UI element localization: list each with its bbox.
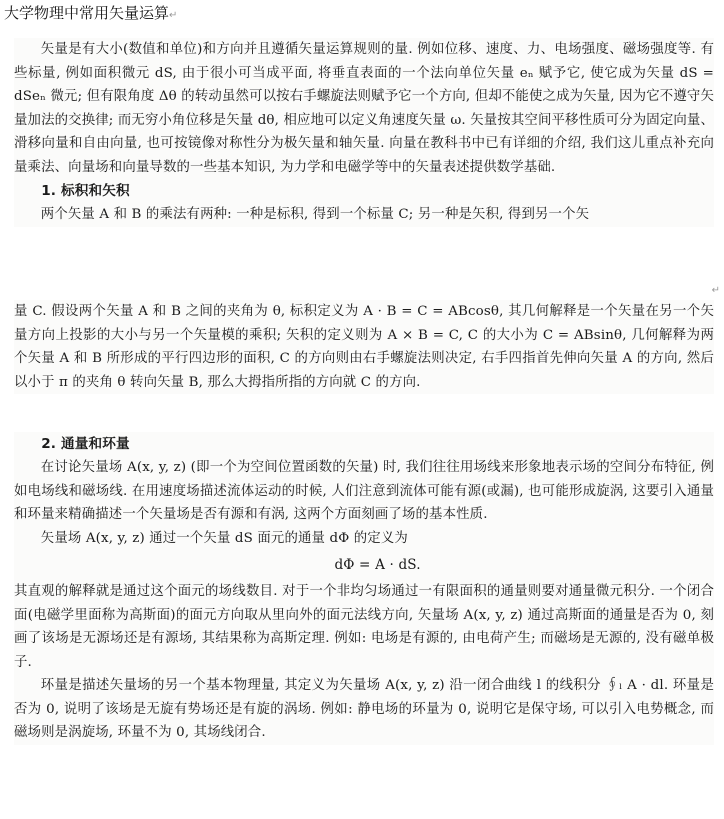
section2-paragraph-1: 在讨论矢量场 A(x, y, z) (即一个为空间位置函数的矢量) 时, 我们往往用场线来形象地表示场的空间分布特征, 例如电场线和磁场线. 在用速度场描述流体运动的时候, 人们注意到流体可能有源(或漏), 也可能形成旋涡, 这要引入通量和环量来精确描述一个矢量场是否有源和有涡, 这两个方面刻画了场的基本性质. bbox=[14, 460, 714, 522]
section2-block bbox=[14, 432, 714, 745]
intro-paragraph: 矢量是有大小(数值和单位)和方向并且遵循矢量运算规则的量. 例如位移、速度、力、电场强度、磁场强度等. 有些标量, 例如面积微元 dS, 由于很小可当成平面, 将垂直表面的一个法向单位矢量 eₙ 赋予它, 使它成为矢量 dS = dSeₙ 微元; 但有限角度 Δθ 的转动虽然可以按右手螺旋法则赋予它一个方向, 但却不能使之成为矢量, 因为它不遵守矢量加法的交换律; 而无穷小角位移是矢量 dθ, 相应地可以定义角速度矢量 ω. 矢量按其空间平移性质可分为固定向量、滑移向量和自由向量, 也可按镜像对称性分为极矢量和轴矢量. 向量在教科书中已有详细的介绍, 我们这儿重点补充向量乘法、向量场和向量导数的一些基本知识, 为力学和电磁学等中的矢量表述提供数学基础. bbox=[14, 42, 714, 175]
document-title bbox=[4, 4, 177, 25]
section1-heading: 1. 标积和矢积 bbox=[41, 183, 130, 199]
section2-heading: 2. 通量和环量 bbox=[41, 436, 130, 452]
section2-paragraph-4: 环量是描述矢量场的另一个基本物理量, 其定义为矢量场 A(x, y, z) 沿一闭合曲线 l 的线积分 ∮ₗ A · dl. 环量是否为 0, 说明了该场是无旋有势场还是有旋的涡场. 例如: 静电场的环量为 0, 说明它是保守场, 可以引入电势概念, 而磁场则是涡旋场, 环量不为 0, 其场线闭合. bbox=[14, 678, 715, 740]
section2-paragraph-2: 矢量场 A(x, y, z) 通过一个矢量 dS 面元的通量 dΦ 的定义为 bbox=[40, 530, 408, 546]
intro-block bbox=[14, 38, 714, 227]
section1-paragraph-1: 两个矢量 A 和 B 的乘法有两种: 一种是标积, 得到一个标量 C; 另一种是矢积, 得到另一个矢 bbox=[40, 207, 590, 222]
flux-formula: dΦ = A · dS. bbox=[334, 557, 421, 573]
section1-block bbox=[14, 300, 714, 394]
line-break-mark: ↵ bbox=[711, 285, 720, 296]
section1-paragraph-2: 量 C. 假设两个矢量 A 和 B 之间的夹角为 θ, 标积定义为 A · B = C = ABcosθ, 其几何解释是一个矢量在另一个矢量方向上投影的大小与另一个矢量模的乘积; 矢积的定义则为 A × B = C, C 的大小为 C = ABsinθ, 几何解释为两个矢量 A 和 B 所形成的平行四边形的面积, C 的方向则由右手螺旋法则决定, 右手四指首先伸向矢量 A 的方向, 然后以小于 π 的夹角 θ 转向矢量 B, 那么大拇指所指的方向就 C 的方向. bbox=[14, 304, 714, 390]
title-text: 大学物理中常用矢量运算 bbox=[4, 4, 170, 22]
line-break-mark: ↵ bbox=[169, 10, 178, 21]
section2-paragraph-3: 其直观的解释就是通过这个面元的场线数目. 对于一个非均匀场通过一有限面积的通量则要对通量微元积分. 一个闭合面(电磁学里面称为高斯面)的面元方向取从里向外的面元法线方向, 矢量场 A(x, y, z) 通过高斯面的通量是否为 0, 刻画了该场是无源场还是有源场, 其结果称为高斯定理. 例如: 电场是有源的, 由电荷产生; 而磁场是无源的, 没有磁单极子. bbox=[14, 584, 714, 670]
